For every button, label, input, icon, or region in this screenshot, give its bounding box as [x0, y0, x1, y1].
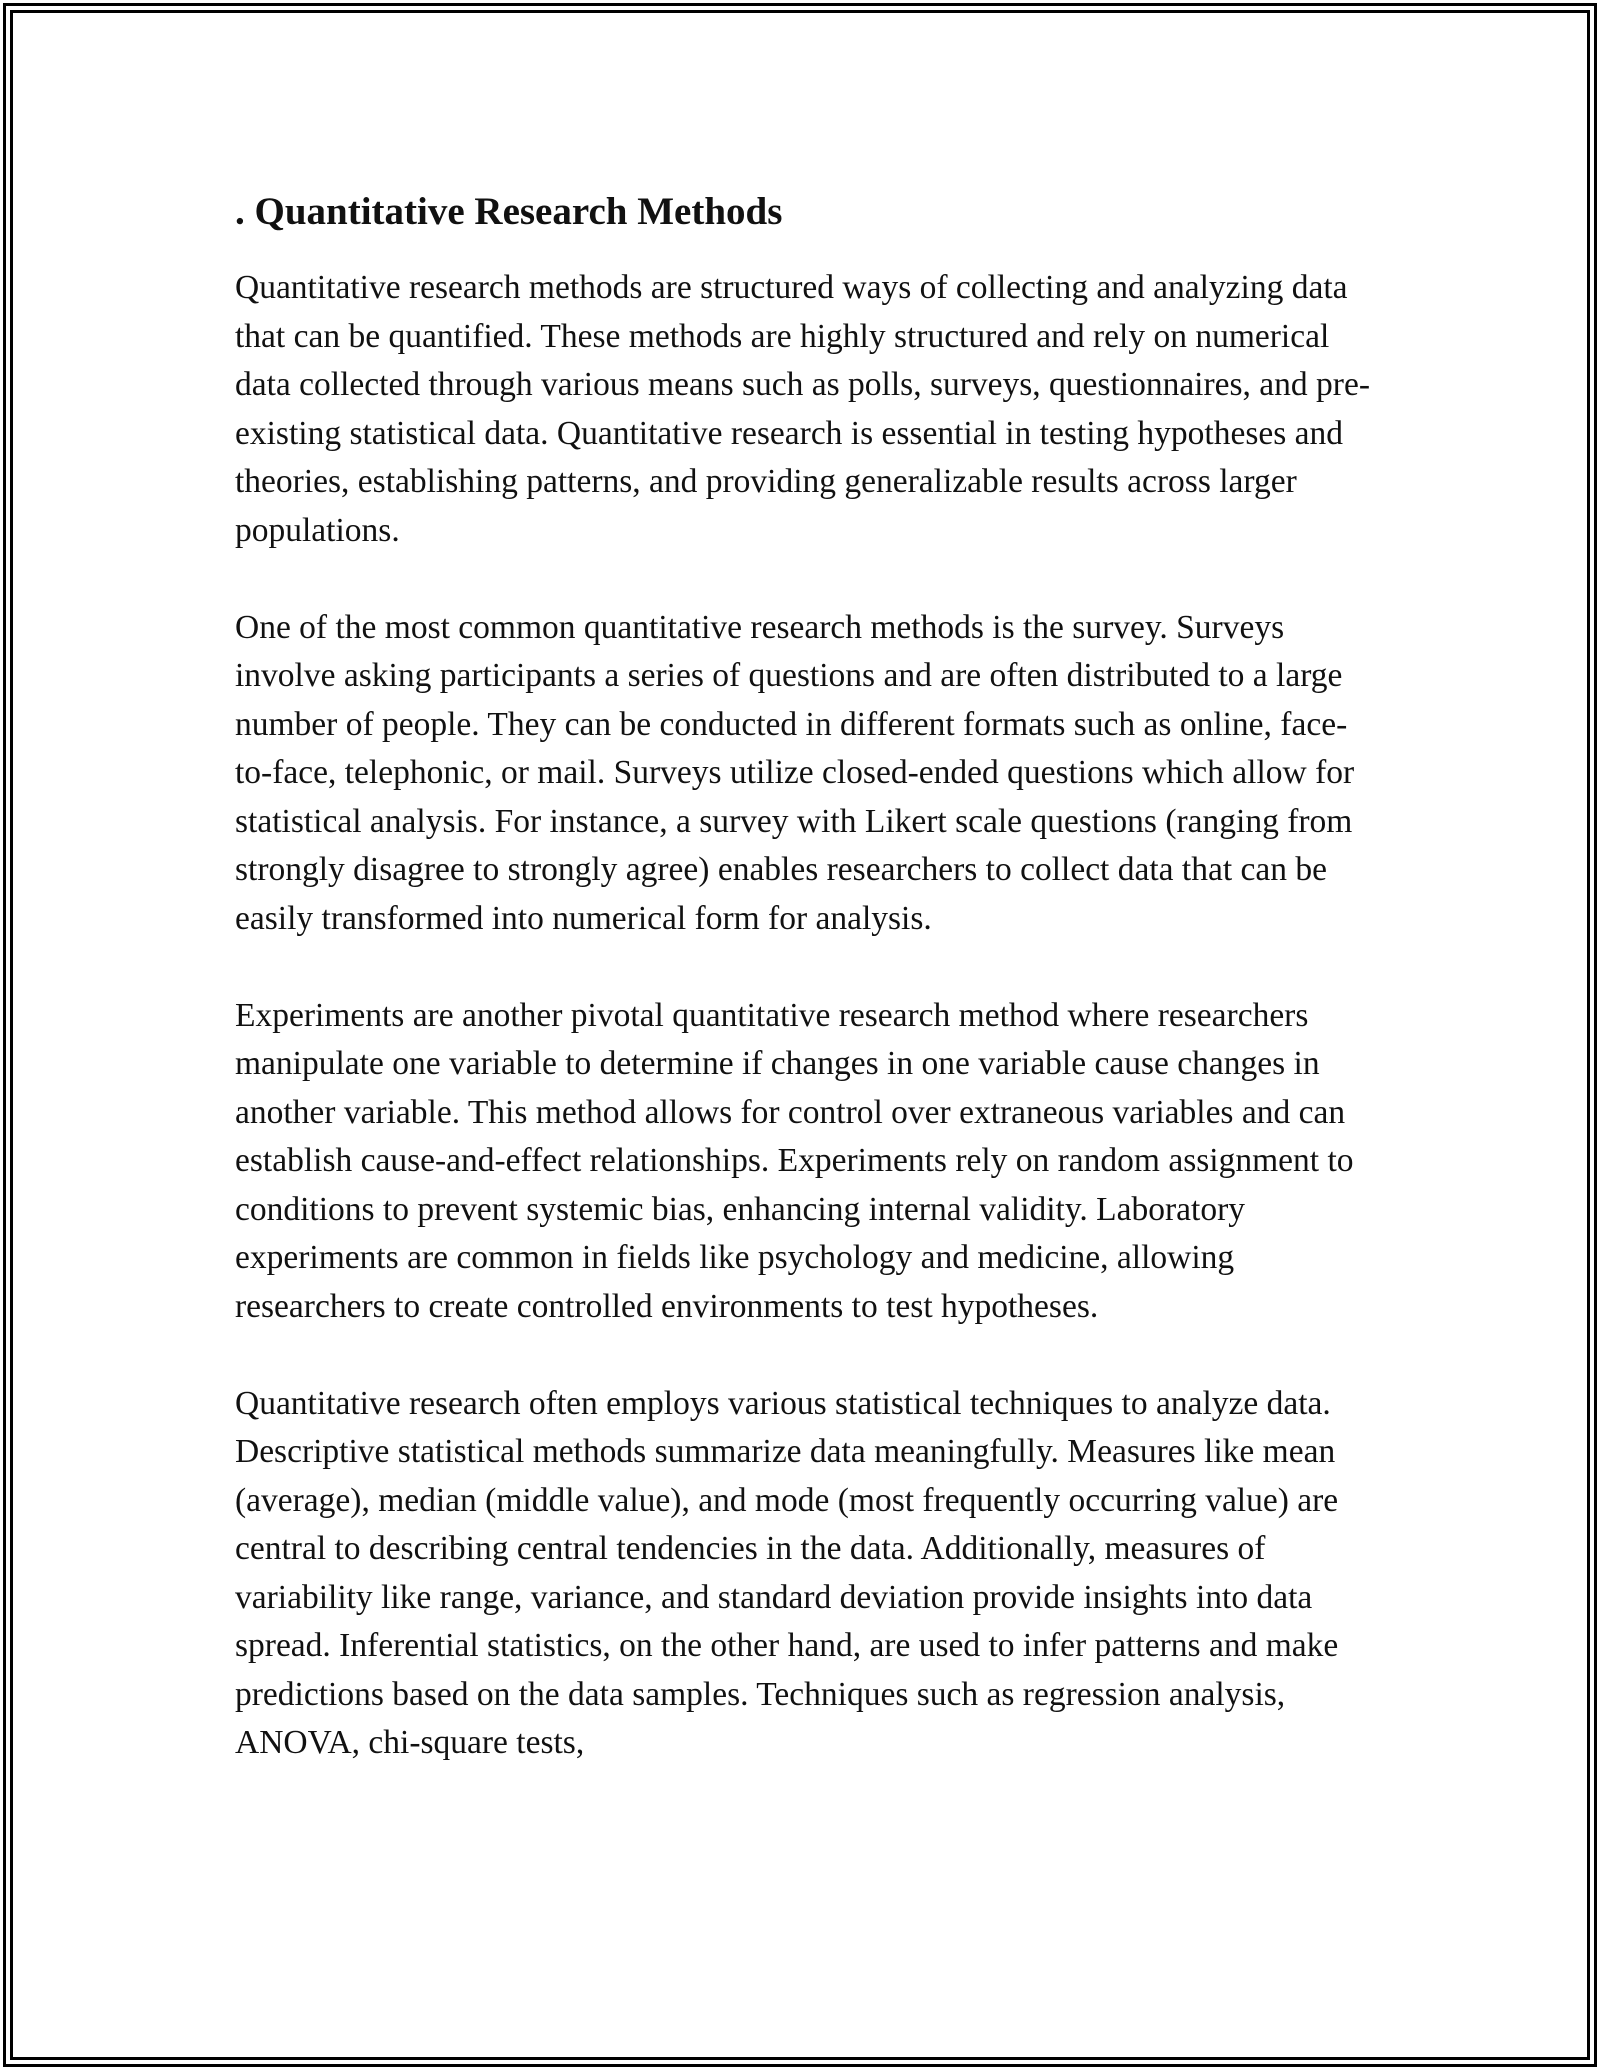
- paragraph-surveys: One of the most common quantitative research methods is the survey. Surveys involve asking participants a series of questions and are often distributed to a large number of people. They can be conducted in different formats such as online, face-to-face, telephonic, or mail. Surveys utilize closed-ended questions which allow for statistical analysis. For instance, a survey with Likert scale questions (ranging from strongly disagree to strongly agree) enables researchers to collect data that can be easily transformed into numerical form for analysis.: [235, 608, 1355, 937]
- section-heading: . Quantitative Research Methods: [235, 190, 783, 233]
- paragraph-experiments: Experiments are another pivotal quantitative research method where researchers manipulate one variable to determine if changes in one variable cause changes in another variable. This method allows for control over extraneous variables and can establish cause-and-effect relationships. Experiments rely on random assignment to conditions to prevent systemic bias, enhancing internal validity. Laboratory experiments are common in fields like psychology and medicine, allowing researchers to create controlled environments to test hypotheses.: [235, 996, 1354, 1325]
- paragraph-intro: Quantitative research methods are structured ways of collecting and analyzing data that can be quantified. These methods are highly structured and rely on numerical data collected through various means such as polls, surveys, questionnaires, and pre-existing statistical data. Quantitative research is essential in testing hypotheses and theories, establishing patterns, and providing generalizable results across larger populations.: [235, 269, 1370, 549]
- document-body: [235, 182, 1375, 1816]
- paragraph-statistics: Quantitative research often employs various statistical techniques to analyze data. Descriptive statistical methods summarize data meaningfully. Measures like mean (average), median (middle value), and mode (most frequently occurring value) are central to describing central tendencies in the data. Additionally, measures of variability like range, variance, and standard deviation provide insights into data spread. Inferential statistics, on the other hand, are used to infer patterns and make predictions based on the data samples. Techniques such as regression analysis, ANOVA, chi-square tests,: [235, 1384, 1339, 1761]
